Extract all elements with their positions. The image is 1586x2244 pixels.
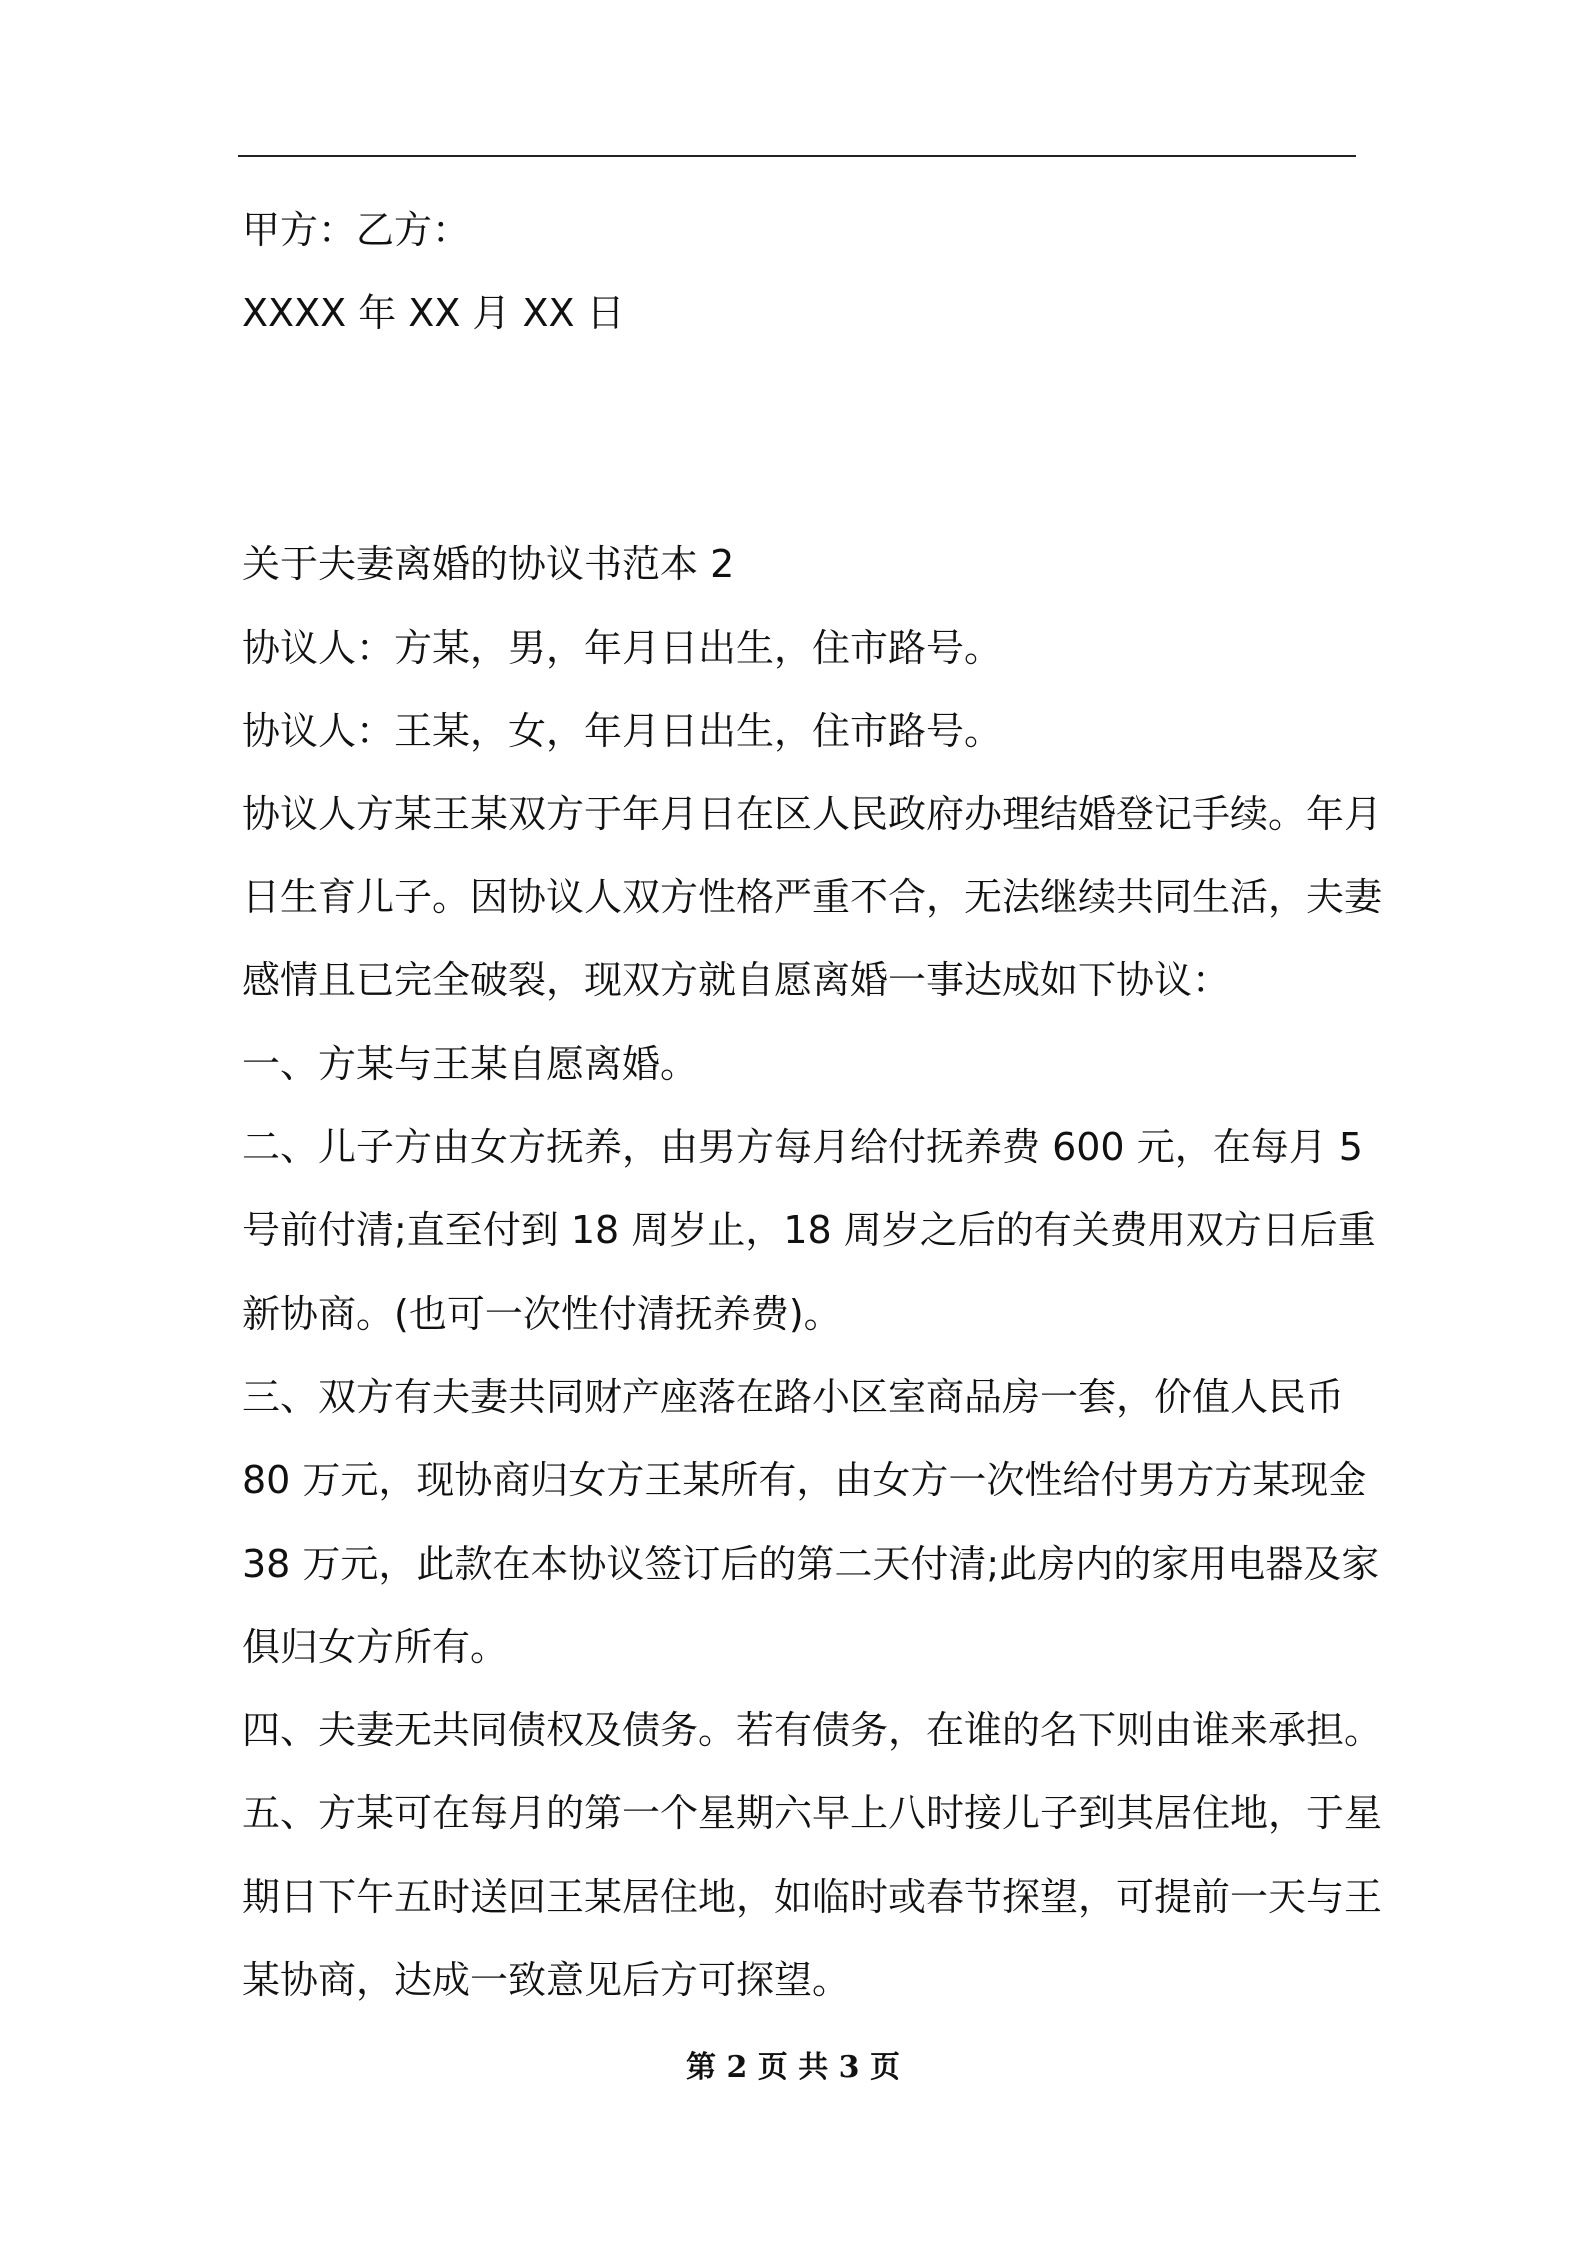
header-rule <box>238 155 1356 157</box>
party-one: 协议人：方某，男，年月日出生，住市路号。 <box>242 626 1003 670</box>
signature-line: 甲方：乙方： <box>242 208 471 252</box>
date-line: XXXX 年 XX 月 XX 日 <box>242 291 625 335</box>
body-line: 俱归女方所有。 <box>242 1625 509 1669</box>
body-line: 号前付清;直至付到 18 周岁止，18 周岁之后的有关费用双方日后重 <box>242 1208 1376 1252</box>
body-line: 期日下午五时送回王某居住地，如临时或春节探望，可提前一天与王 <box>242 1875 1383 1919</box>
body-line: 协议人方某王某双方于年月日在区人民政府办理结婚登记手续。年月 <box>242 792 1383 836</box>
clause-three: 三、双方有夫妻共同财产座落在路小区室商品房一套，价值人民币 <box>242 1375 1345 1419</box>
body-line: 38 万元，此款在本协议签订后的第二天付清;此房内的家用电器及家 <box>242 1542 1380 1586</box>
clause-four: 四、夫妻无共同债权及债务。若有债务，在谁的名下则由谁来承担。 <box>242 1708 1383 1752</box>
page-number: 第 2 页 共 3 页 <box>686 2050 900 2085</box>
body-line: 某协商，达成一致意见后方可探望。 <box>242 1958 851 2002</box>
body-line: 感情且已完全破裂，现双方就自愿离婚一事达成如下协议： <box>242 958 1231 1002</box>
body-line: 日生育儿子。因协议人双方性格严重不合，无法继续共同生活，夫妻 <box>242 875 1383 919</box>
body-line: 80 万元，现协商归女方王某所有，由女方一次性给付男方方某现金 <box>242 1458 1367 1502</box>
clause-five: 五、方某可在每月的第一个星期六早上八时接儿子到其居住地，于星 <box>242 1791 1383 1835</box>
clause-two: 二、儿子方由女方抚养，由男方每月给付抚养费 600 元，在每月 5 <box>242 1125 1363 1169</box>
body-line: 新协商。(也可一次性付清抚养费)。 <box>242 1292 842 1336</box>
clause-one: 一、方某与王某自愿离婚。 <box>242 1042 699 1086</box>
document-title: 关于夫妻离婚的协议书范本 2 <box>242 542 735 586</box>
party-two: 协议人：王某，女，年月日出生，住市路号。 <box>242 709 1003 753</box>
